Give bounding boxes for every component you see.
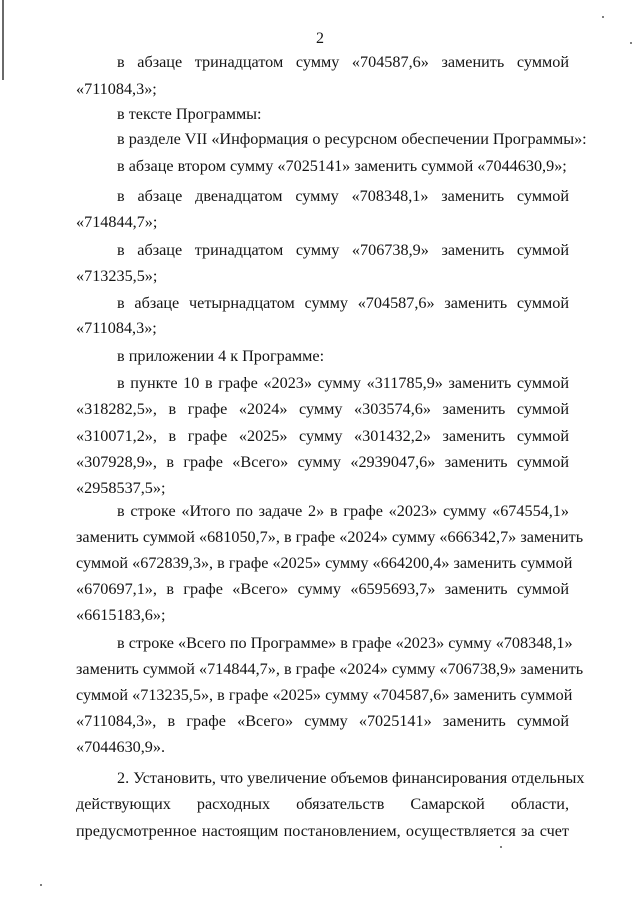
text-line: предусмотренное настоящим постановлением, осуществляется за счет: [76, 822, 569, 840]
text-line: в абзаце тринадцатом сумму «706738,9» заменить суммой: [117, 241, 569, 259]
text-line: «711084,3»;: [76, 319, 157, 337]
text-line: «7044630,9».: [76, 738, 166, 756]
text-line: «711084,3», в графе «Всего» сумму «7025141» заменить суммой: [76, 712, 569, 730]
scan-speck: [500, 846, 502, 848]
text-line: «310071,2», в графе «2025» сумму «301432,2» заменить суммой: [76, 427, 569, 445]
text-line: в абзаце двенадцатом сумму «708348,1» заменить суммой: [117, 187, 569, 205]
text-line: «713235,5»;: [76, 267, 158, 285]
scan-speck: [40, 884, 42, 886]
text-line: в абзаце четырнадцатом сумму «704587,6» заменить суммой: [117, 294, 569, 312]
page-number: 2: [316, 30, 324, 47]
text-line: в пункте 10 в графе «2023» сумму «311785,9» заменить суммой: [117, 374, 569, 392]
text-line: в абзаце тринадцатом сумму «704587,6» заменить суммой: [117, 53, 569, 71]
text-line: в приложении 4 к Программе:: [117, 347, 325, 365]
text-line: «2958537,5»;: [76, 479, 166, 497]
text-line: в разделе VII «Информация о ресурсном обеспечении Программы»:: [117, 130, 587, 148]
text-line: суммой «672839,3», в графе «2025» сумму «664200,4» заменить суммой: [76, 554, 573, 572]
scan-speck: [602, 16, 604, 18]
text-line: суммой «713235,5», в графе «2025» сумму «704587,6» заменить суммой: [76, 686, 573, 704]
text-line: 2. Установить, что увеличение объемов финансирования отдельных: [117, 769, 585, 787]
text-line: «711084,3»;: [76, 80, 157, 98]
text-line: «318282,5», в графе «2024» сумму «303574,6» заменить суммой: [76, 400, 569, 418]
text-line: в абзаце втором сумму «7025141» заменить суммой «7044630,9»;: [117, 157, 567, 175]
text-line: в тексте Программы:: [117, 105, 262, 123]
text-line: «714844,7»;: [76, 213, 158, 231]
text-line: «307928,9», в графе «Всего» сумму «2939047,6» заменить суммой: [76, 453, 569, 471]
text-line: действующих расходных обязательств Самарской области,: [76, 795, 569, 813]
text-line: в строке «Итого по задаче 2» в графе «2023» сумму «674554,1»: [117, 502, 569, 520]
text-line: заменить суммой «681050,7», в графе «2024» сумму «666342,7» заменить: [76, 528, 584, 546]
text-line: в строке «Всего по Программе» в графе «2023» сумму «708348,1»: [117, 634, 573, 652]
text-line: «670697,1», в графе «Всего» сумму «6595693,7» заменить суммой: [76, 580, 569, 598]
text-line: «6615183,6»;: [76, 606, 166, 624]
text-line: заменить суммой «714844,7», в графе «2024» сумму «706738,9» заменить: [76, 660, 584, 678]
